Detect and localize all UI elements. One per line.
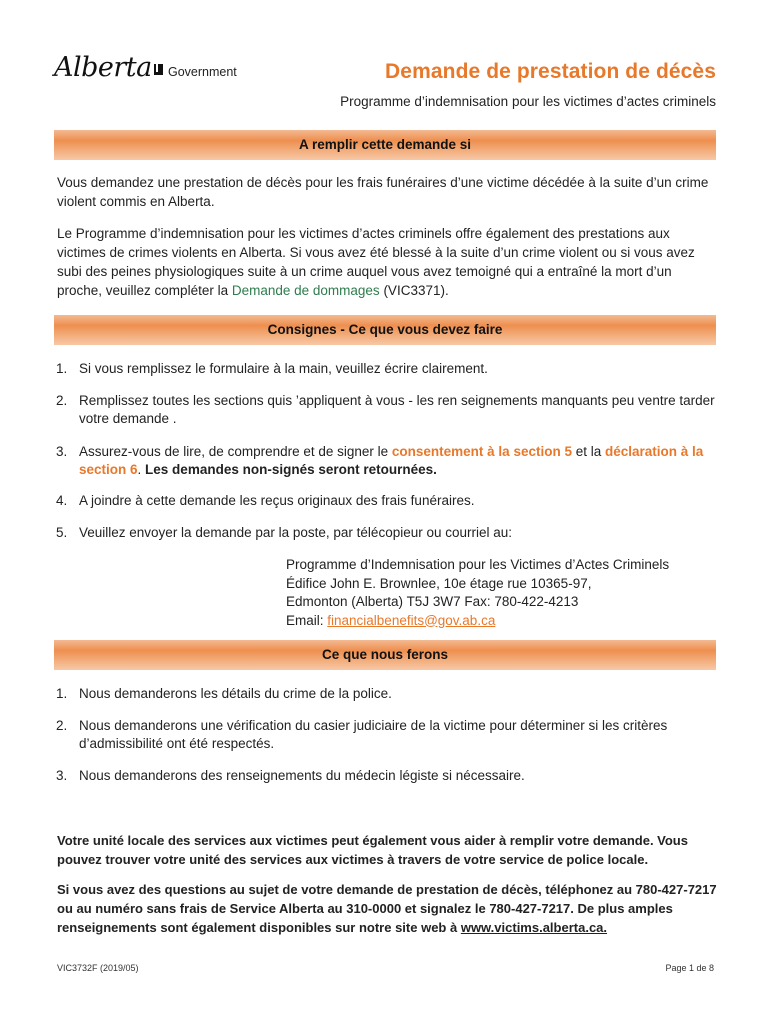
website-link[interactable]: www.victims.alberta.ca. bbox=[460, 920, 608, 935]
declaration-section-link[interactable]: déclaration à la section 6 bbox=[79, 444, 704, 477]
list-text: Remplissez toutes les sections quis ’appliquent à vous - les ren seignements manquants peu ventre tarder votre demande . bbox=[79, 393, 715, 426]
email-label: Email: bbox=[286, 612, 328, 628]
address-line: Édifice John E. Brownlee, 10e étage rue 10365-97, bbox=[286, 575, 592, 591]
victim-services-paragraph: Votre unité locale des services aux victimes peut également vous aider à remplir votre demande. Vous pouvez trouver votre unité des services aux victimes à travers de votre service de police locale. bbox=[57, 833, 688, 867]
list-text: Veuillez envoyer la demande par la poste, par télécopieur ou courriel au: bbox=[79, 525, 513, 540]
actions-list-3 bbox=[56, 767, 718, 785]
list-text: Nous demanderons une vérification du casier judiciaire de la victime pour déterminer si les critères d’admissibilité ont été respectés. bbox=[79, 718, 668, 751]
list-text: Nous demanderons les détails du crime de la police. bbox=[79, 686, 392, 701]
list-item bbox=[56, 392, 718, 428]
list-text: A joindre à cette demande les reçus originaux des frais funéraires. bbox=[79, 493, 475, 508]
list-item bbox=[56, 492, 718, 510]
contact-text: Si vous avez des questions au sujet de votre demande de prestation de décès, téléphonez au 780-427-7217 ou au numéro sans frais de Service Alberta au 310-0000 et signalez le 780-427-7217. De plus amples renseignements sont également disponibles sur notre site web à bbox=[57, 882, 717, 935]
section-heading-instructions: Consignes - Ce que vous devez faire bbox=[54, 315, 716, 345]
other-benefits-suffix: (VIC3371). bbox=[379, 283, 449, 298]
email-line bbox=[286, 612, 669, 631]
page-subtitle: Programme d’indemnisation pour les victimes d’actes criminels bbox=[340, 94, 716, 109]
list-item bbox=[56, 717, 718, 753]
instructions-list-2 bbox=[56, 392, 718, 428]
address-line: Edmonton (Alberta) T5J 3W7 Fax: 780-422-4213 bbox=[286, 594, 579, 609]
list-number: 3. bbox=[56, 444, 68, 459]
list-text: . bbox=[137, 462, 146, 477]
list-number: 2. bbox=[56, 393, 68, 408]
logo-government: Government bbox=[168, 65, 237, 79]
list-number: 4. bbox=[56, 493, 68, 508]
actions-list-2 bbox=[56, 717, 718, 753]
instructions-list-5 bbox=[56, 524, 718, 542]
list-number: 1. bbox=[56, 686, 68, 701]
page-number: Page 1 de 8 bbox=[665, 963, 714, 973]
actions-list bbox=[56, 685, 718, 703]
list-number: 3. bbox=[56, 768, 68, 783]
instructions-list-3 bbox=[56, 443, 718, 479]
list-item bbox=[56, 443, 718, 479]
address-line: Programme d’Indemnisation pour les Victimes d’Actes Criminels bbox=[286, 557, 670, 572]
list-number: 2. bbox=[56, 718, 68, 733]
contact-paragraph bbox=[57, 880, 719, 937]
list-item bbox=[56, 767, 718, 785]
list-item bbox=[56, 685, 718, 703]
form-code: VIC3732F (2019/05) bbox=[57, 963, 139, 973]
damages-form-link[interactable]: Demande de dommages bbox=[231, 283, 380, 298]
logo-mark-icon bbox=[154, 64, 163, 75]
list-number: 1. bbox=[56, 361, 68, 376]
section-heading-what-we-do: Ce que nous ferons bbox=[54, 640, 716, 670]
instructions-list bbox=[56, 360, 718, 378]
list-item bbox=[56, 360, 718, 378]
list-text: et la bbox=[571, 444, 605, 459]
other-benefits-text: Le Programme d’indemnisation pour les victimes d’actes criminels offre également des prestations aux victimes de crimes violents en Alberta. Si vous avez été blessé à la suite d’un crime violent ou si vous avez subi des peines physiologiques suite à un crime auquel vous avez temoigné qui a entraîné la mort d’un proche, veuillez compléter la bbox=[57, 226, 695, 298]
other-benefits-paragraph bbox=[57, 224, 717, 300]
alberta-logo bbox=[54, 52, 294, 86]
list-text: Nous demanderons des renseignements du médecin légiste si nécessaire. bbox=[79, 768, 525, 783]
list-text: Si vous remplissez le formulaire à la main, veuillez écrire clairement. bbox=[79, 361, 488, 376]
list-number: 5. bbox=[56, 525, 68, 540]
unsigned-warning: Les demandes non-signés seront retournées. bbox=[145, 462, 437, 477]
mailing-address bbox=[286, 556, 669, 630]
consent-section-link[interactable]: consentement à la section 5 bbox=[391, 444, 572, 459]
list-item bbox=[56, 524, 718, 542]
section-heading-when: A remplir cette demande si bbox=[54, 130, 716, 160]
logo-wordmark: Alberta bbox=[54, 52, 152, 83]
list-text: Assurez-vous de lire, de comprendre et de signer le bbox=[79, 444, 392, 459]
page-title: Demande de prestation de décès bbox=[385, 60, 716, 83]
intro-paragraph: Vous demandez une prestation de décès pour les frais funéraires d’une victime décédée à la suite d’un crime violent commis en Alberta. bbox=[57, 175, 709, 209]
instructions-list-4 bbox=[56, 492, 718, 510]
email-link[interactable]: financialbenefits@gov.ab.ca bbox=[327, 612, 496, 628]
